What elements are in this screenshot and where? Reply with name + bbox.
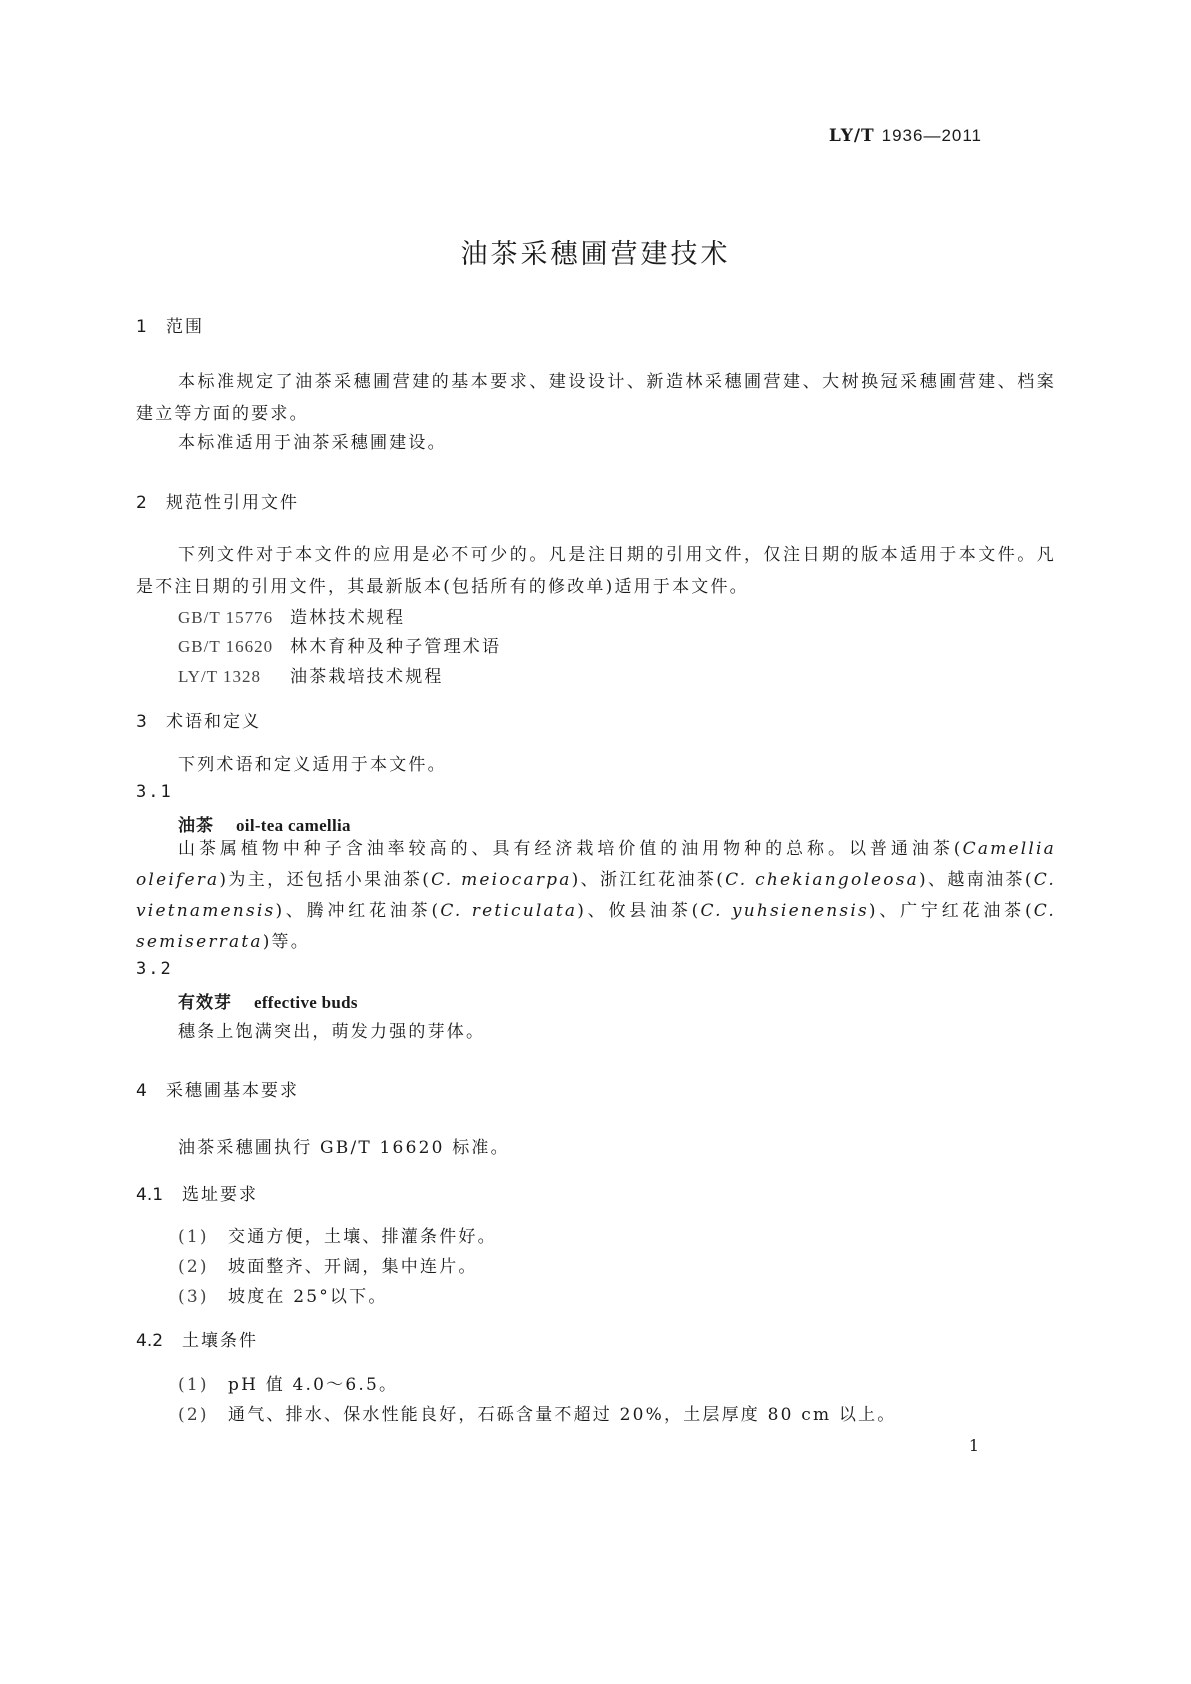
- section-title: 范围: [166, 317, 204, 337]
- subsection-title: 土壤条件: [182, 1331, 258, 1351]
- reference-title: 油茶栽培技术规程: [290, 667, 444, 687]
- reference-item: [178, 662, 444, 687]
- list-text: pH 值 4.0～6.5。: [228, 1375, 399, 1395]
- section-number: 3: [136, 712, 147, 732]
- reference-title: 林木育种及种子管理术语: [290, 637, 502, 657]
- reference-code: LY/T 1328: [178, 667, 262, 686]
- list-item: [178, 1400, 896, 1425]
- document-title: 油茶采穗圃营建技术: [460, 239, 731, 270]
- subsection-4-2-heading: [136, 1326, 258, 1351]
- terms-intro: 下列术语和定义适用于本文件。: [178, 755, 447, 775]
- subsection-title: 选址要求: [182, 1185, 258, 1205]
- section-3-heading: [136, 707, 261, 732]
- list-text: 交通方便，土壤、排灌条件好。: [228, 1227, 497, 1247]
- term-definition: 穗条上饱满突出，萌发力强的芽体。: [178, 1022, 486, 1042]
- term-en: effective buds: [254, 993, 358, 1012]
- reference-item: [178, 632, 501, 657]
- term-en: oil-tea camellia: [236, 816, 351, 835]
- section-number: 1: [136, 317, 147, 337]
- standard-number: 1936—2011: [881, 126, 982, 145]
- section-4-heading: [136, 1076, 299, 1101]
- section-number: 4: [136, 1081, 147, 1101]
- term-definition: 山茶属植物中种子含油率较高的、具有经济栽培价值的油用物种的总称。以普通油茶(Camellia oleifera)为主，还包括小果油茶(C. meiocarpa)、浙江红花油茶(C. chekiangoleosa)、越南油茶(C. vietnamensis)、腾冲红花油茶(C. reticulata)、攸县油茶(C. yuhsienensis)、广宁红花油茶(C. semiserrata)等。: [136, 839, 1056, 952]
- section-1-heading: [136, 312, 204, 337]
- term-heading: [178, 988, 358, 1013]
- list-item: [178, 1282, 388, 1307]
- list-marker: (1): [178, 1227, 209, 1247]
- list-item: [178, 1252, 478, 1277]
- list-text: 坡度在 25°以下。: [228, 1287, 388, 1307]
- subsection-4-1-heading: [136, 1180, 258, 1205]
- term-number: 3.2: [136, 959, 173, 979]
- section-title: 采穗圃基本要求: [166, 1081, 299, 1101]
- term-cn: 有效芽: [178, 993, 232, 1013]
- list-marker: (2): [178, 1405, 209, 1425]
- list-text: 坡面整齐、开阔，集中连片。: [228, 1257, 478, 1277]
- reference-code: GB/T 15776: [178, 608, 274, 627]
- section-number: 2: [136, 493, 147, 513]
- list-item: [178, 1370, 398, 1395]
- reference-code: GB/T 16620: [178, 637, 274, 656]
- term-heading: [178, 811, 351, 836]
- list-marker: (1): [178, 1375, 209, 1395]
- scope-paragraph: 本标准规定了油茶采穗圃营建的基本要求、建设设计、新造林采穗圃营建、大树换冠采穗圃营建、档案建立等方面的要求。: [136, 372, 1056, 424]
- references-paragraph: 下列文件对于本文件的应用是必不可少的。凡是注日期的引用文件，仅注日期的版本适用于本文件。凡是不注日期的引用文件，其最新版本(包括所有的修改单)适用于本文件。: [136, 545, 1056, 597]
- section-title: 术语和定义: [166, 712, 261, 732]
- reference-title: 造林技术规程: [290, 608, 406, 628]
- term-number: 3.1: [136, 782, 173, 802]
- subsection-number: 4.1: [136, 1185, 164, 1205]
- list-marker: (3): [178, 1287, 209, 1307]
- term-cn: 油茶: [178, 816, 214, 836]
- section-title: 规范性引用文件: [166, 493, 299, 513]
- list-text: 通气、排水、保水性能良好，石砾含量不超过 20%，土层厚度 80 cm 以上。: [228, 1405, 897, 1425]
- standard-code: [829, 126, 982, 146]
- section-4-paragraph: 油茶采穗圃执行 GB/T 16620 标准。: [178, 1138, 510, 1158]
- subsection-number: 4.2: [136, 1331, 164, 1351]
- list-item: [178, 1222, 497, 1247]
- reference-item: [178, 603, 405, 628]
- page-number: 1: [968, 1436, 979, 1455]
- scope-applicability: 本标准适用于油茶采穗圃建设。: [178, 433, 447, 453]
- section-2-heading: [136, 488, 299, 513]
- standard-prefix: LY/T: [828, 126, 875, 146]
- list-marker: (2): [178, 1257, 209, 1277]
